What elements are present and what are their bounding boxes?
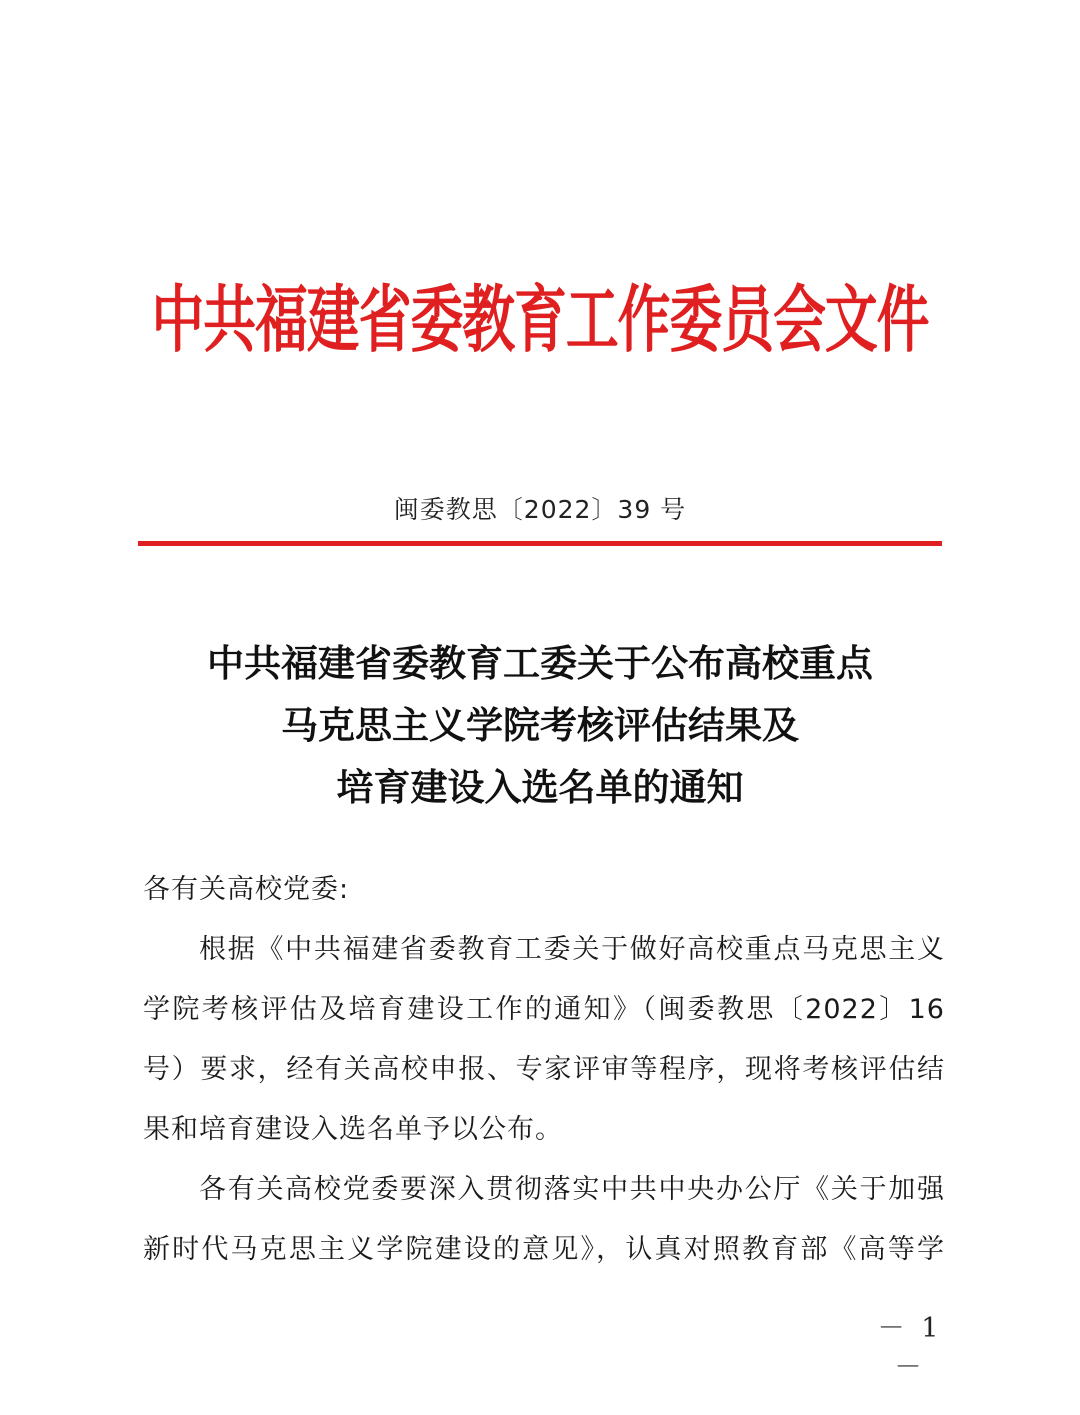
paragraph-line: 号）要求，经有关高校申报、专家评审等程序，现将考核评估结 (143, 1054, 945, 1085)
page-number: － 1 － (877, 1313, 943, 1383)
paragraph-line: 新时代马克思主义学院建设的意见》，认真对照教育部《高等学 (143, 1234, 945, 1265)
body-text (143, 860, 945, 1280)
paragraph-line: 各有关高校党委要深入贯彻落实中共中央办公厅《关于加强 (199, 1174, 945, 1205)
notice-title-line: 中共福建省委教育工委关于公布高校重点 (207, 641, 873, 685)
paragraph-line: 学院考核评估及培育建设工作的通知》（闽委教思〔2022〕16 (143, 994, 945, 1025)
masthead-title: 中共福建省委教育工作委员会文件 (151, 278, 929, 363)
notice-title-line: 培育建设入选名单的通知 (336, 765, 744, 809)
paragraph-line: 果和培育建设入选名单予以公布。 (143, 1114, 563, 1145)
paragraph-line: 根据《中共福建省委教育工委关于做好高校重点马克思主义 (199, 934, 945, 965)
notice-title-line: 马克思主义学院考核评估结果及 (281, 703, 799, 747)
salutation: 各有关高校党委: (143, 874, 350, 905)
notice-title (0, 632, 1080, 818)
document-number: 闽委教思〔2022〕39 号 (393, 495, 687, 524)
red-divider-line (138, 541, 942, 546)
